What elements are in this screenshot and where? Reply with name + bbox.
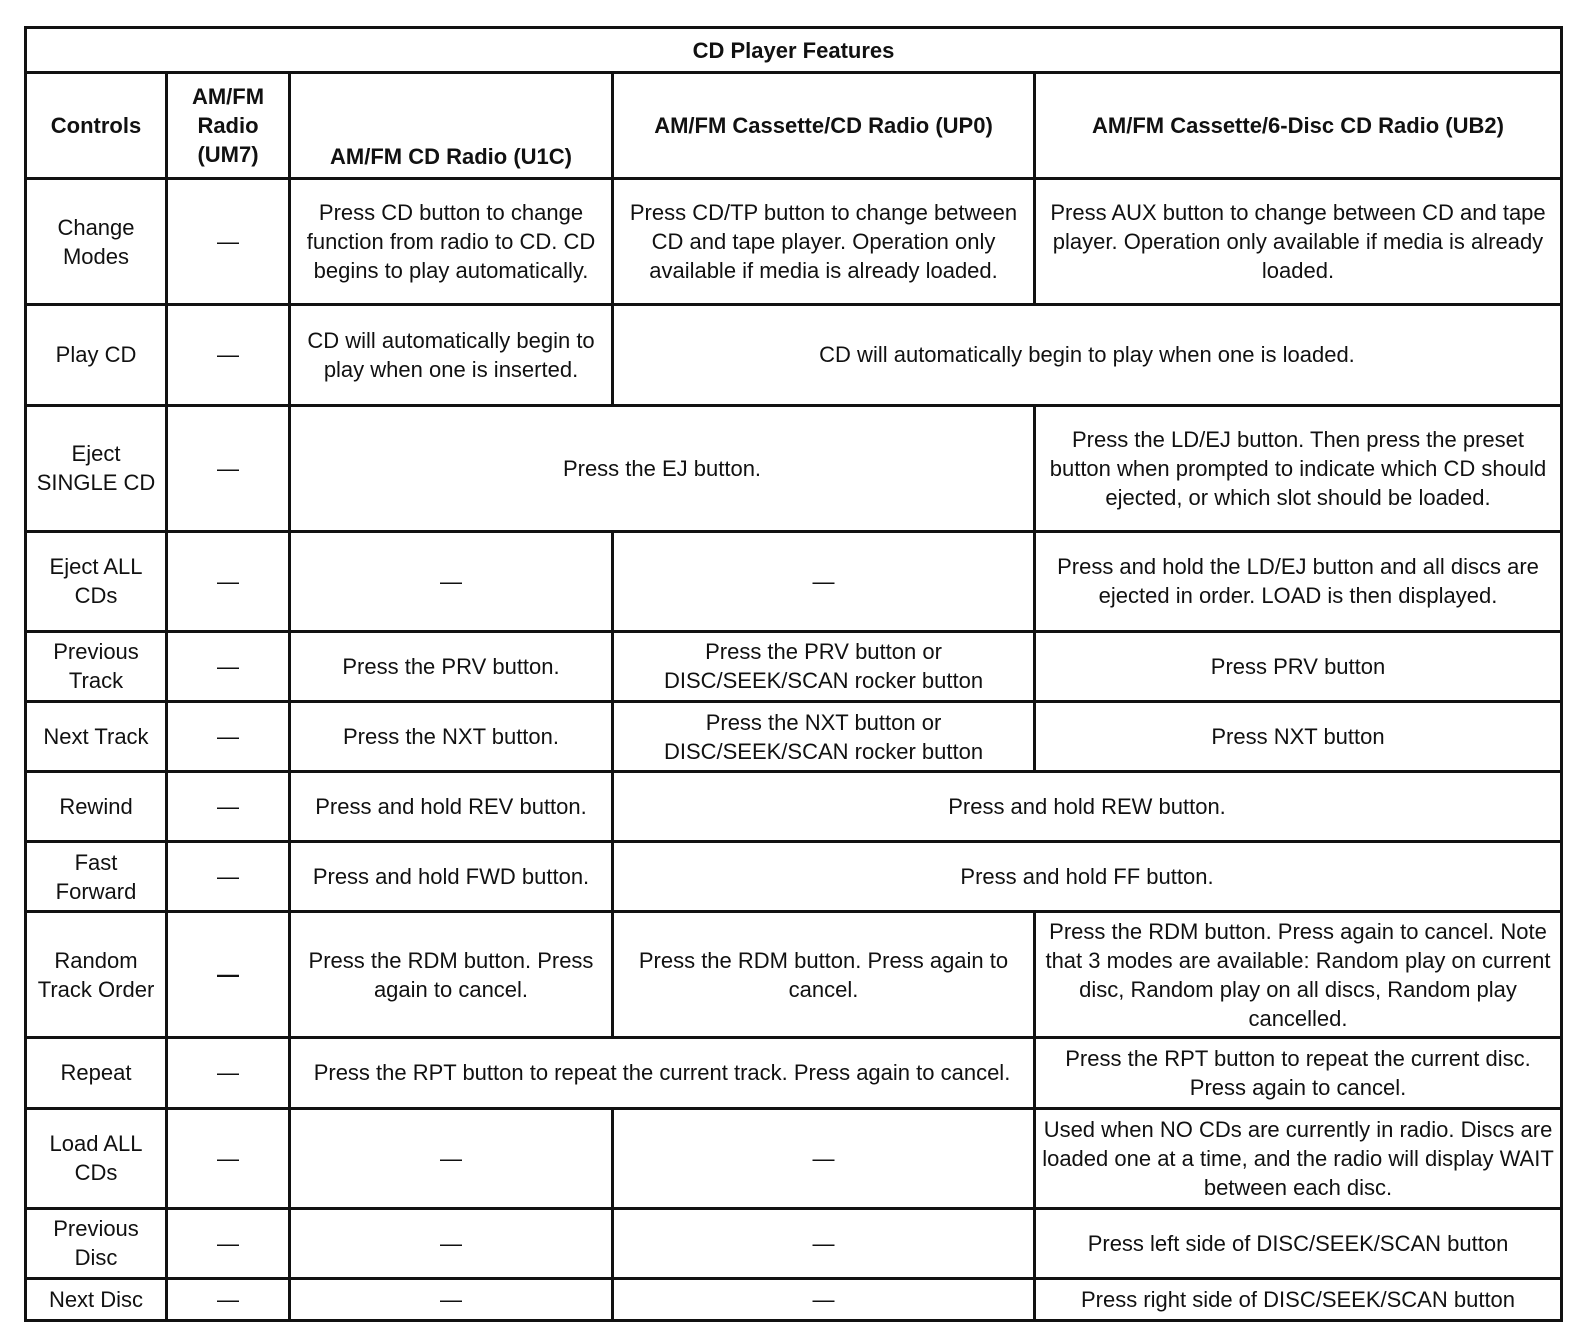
row-label-next-disc: Next Disc (26, 1278, 167, 1320)
row-label-fast-forward: Fast Forward (26, 842, 167, 912)
cell-u1c: Press the NXT button. (290, 701, 613, 771)
row-label-eject-single: Eject SINGLE CD (26, 405, 167, 531)
cell-um7: — (167, 1278, 290, 1320)
cell-u1c: Press the RDM button. Press again to cancel. (290, 912, 613, 1038)
row-label-random: Random Track Order (26, 912, 167, 1038)
cell-ub2: Press the LD/EJ button. Then press the preset button when prompted to indicate which CD should ejected, or which slot should be loaded. (1035, 405, 1562, 531)
table-row (26, 1038, 1562, 1108)
cell-u1c: Press CD button to change function from radio to CD. CD begins to play automatically. (290, 179, 613, 305)
row-label-previous-disc: Previous Disc (26, 1208, 167, 1278)
cell-u1c-up0: Press the RPT button to repeat the current track. Press again to cancel. (290, 1038, 1035, 1108)
cell-up0: Press the RDM button. Press again to cancel. (613, 912, 1035, 1038)
cell-ub2: Press the RDM button. Press again to cancel. Note that 3 modes are available: Random play on current disc, Random play on all discs, Random play cancelled. (1035, 912, 1562, 1038)
cell-ub2: Press NXT button (1035, 701, 1562, 771)
cell-ub2: Press the RPT button to repeat the current disc. Press again to cancel. (1035, 1038, 1562, 1108)
cell-um7: — (167, 1038, 290, 1108)
cell-up0: — (613, 531, 1035, 631)
table-row (26, 1278, 1562, 1320)
table-row (26, 772, 1562, 842)
cell-up0: — (613, 1278, 1035, 1320)
table-row (26, 912, 1562, 1038)
cell-um7: — (167, 531, 290, 631)
cell-ub2: Press AUX button to change between CD and tape player. Operation only available if media is already loaded. (1035, 179, 1562, 305)
table-row (26, 701, 1562, 771)
cell-um7: — (167, 701, 290, 771)
cell-um7: — (167, 772, 290, 842)
row-label-load-all: Load ALL CDs (26, 1108, 167, 1208)
cell-ub2: Press right side of DISC/SEEK/SCAN button (1035, 1278, 1562, 1320)
cell-um7: — (167, 842, 290, 912)
cell-u1c: Press the PRV button. (290, 631, 613, 701)
row-label-next-track: Next Track (26, 701, 167, 771)
header-controls: Controls (26, 73, 167, 179)
cell-ub2: Press and hold the LD/EJ button and all discs are ejected in order. LOAD is then displayed. (1035, 531, 1562, 631)
row-label-repeat: Repeat (26, 1038, 167, 1108)
cell-up0: Press the NXT button or DISC/SEEK/SCAN rocker button (613, 701, 1035, 771)
cell-up0: — (613, 1108, 1035, 1208)
cell-ub2: Press left side of DISC/SEEK/SCAN button (1035, 1208, 1562, 1278)
table-row (26, 305, 1562, 405)
cell-u1c: CD will automatically begin to play when one is inserted. (290, 305, 613, 405)
cell-up0-ub2: Press and hold FF button. (613, 842, 1562, 912)
cell-um7: — (167, 305, 290, 405)
row-label-eject-all: Eject ALL CDs (26, 531, 167, 631)
table-row (26, 842, 1562, 912)
cell-um7: — (167, 631, 290, 701)
row-label-rewind: Rewind (26, 772, 167, 842)
cell-um7: — (167, 1208, 290, 1278)
table-row (26, 531, 1562, 631)
cell-u1c: — (290, 1108, 613, 1208)
cell-up0: Press CD/TP button to change between CD and tape player. Operation only available if media is already loaded. (613, 179, 1035, 305)
header-ub2: AM/FM Cassette/6-Disc CD Radio (UB2) (1035, 73, 1562, 179)
cell-up0: — (613, 1208, 1035, 1278)
row-label-play-cd: Play CD (26, 305, 167, 405)
cell-up0-ub2: Press and hold REW button. (613, 772, 1562, 842)
table-row (26, 179, 1562, 305)
cell-up0: Press the PRV button or DISC/SEEK/SCAN rocker button (613, 631, 1035, 701)
header-u1c: AM/FM CD Radio (U1C) (290, 73, 613, 179)
cell-um7: — (167, 912, 290, 1038)
cell-u1c: — (290, 1278, 613, 1320)
cell-u1c: Press and hold REV button. (290, 772, 613, 842)
header-up0: AM/FM Cassette/CD Radio (UP0) (613, 73, 1035, 179)
row-label-change-modes: Change Modes (26, 179, 167, 305)
cd-player-features-table (24, 26, 1563, 1322)
header-um7: AM/FM Radio (UM7) (167, 73, 290, 179)
cell-u1c: — (290, 1208, 613, 1278)
table-title: CD Player Features (26, 28, 1562, 73)
cell-um7: — (167, 405, 290, 531)
cell-um7: — (167, 179, 290, 305)
cell-up0-ub2: CD will automatically begin to play when one is loaded. (613, 305, 1562, 405)
cell-ub2: Used when NO CDs are currently in radio. Discs are loaded one at a time, and the radio will display WAIT between each disc. (1035, 1108, 1562, 1208)
cell-um7: — (167, 1108, 290, 1208)
cell-ub2: Press PRV button (1035, 631, 1562, 701)
table-row (26, 1108, 1562, 1208)
cell-u1c: Press and hold FWD button. (290, 842, 613, 912)
table-row (26, 1208, 1562, 1278)
row-label-previous-track: Previous Track (26, 631, 167, 701)
table-row (26, 631, 1562, 701)
cell-u1c-up0: Press the EJ button. (290, 405, 1035, 531)
table-row (26, 405, 1562, 531)
cell-u1c: — (290, 531, 613, 631)
